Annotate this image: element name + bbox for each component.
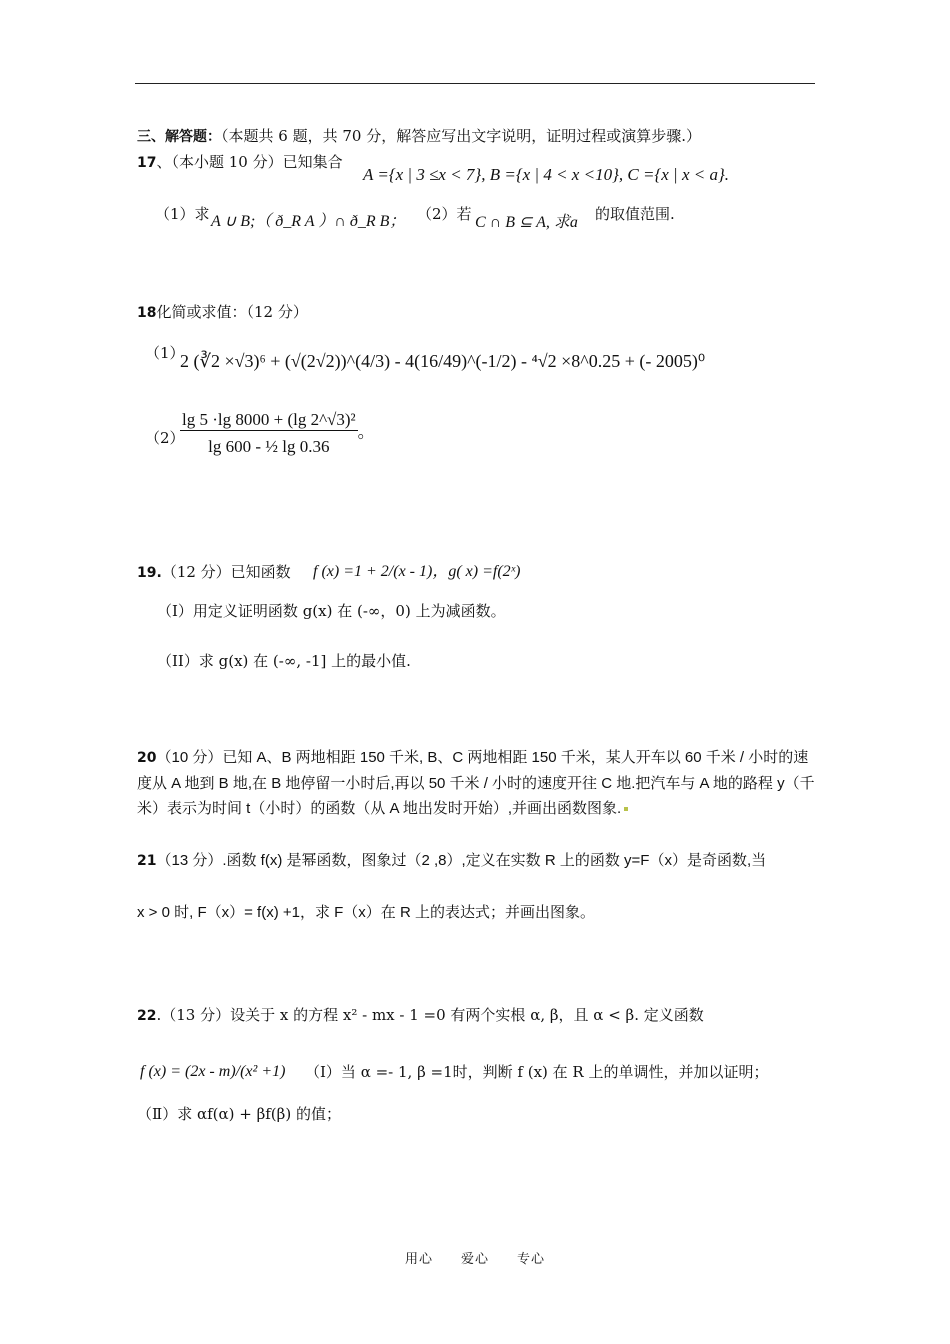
- section-header: [137, 126, 701, 147]
- q18-part2-fraction: [180, 410, 375, 457]
- q18-part1-expr: 2 (∛2 ×√3)⁶ + (√(2√2))^(4/3) - 4(16/49)^(-1/2) - ⁴√2 ×8^0.25 + (- 2005)⁰: [180, 351, 706, 371]
- q18-part2-label: （2）: [145, 429, 185, 447]
- q17-intro: [137, 152, 343, 173]
- q22-line1-text: .（13 分）设关于 x 的方程 x² - mx - 1 =0 有两个实根 α, β，且 α < β. 定义函数: [156, 1006, 704, 1024]
- q18-part1-label: （1）: [145, 344, 185, 362]
- q18-intro-text: 化简或求值：（12 分）: [156, 303, 308, 321]
- q19-part1: （I）用定义证明函数 g(x) 在 (-∞，0) 上为减函数。: [157, 602, 506, 620]
- q17-part2-tail: 的取值范围.: [595, 205, 675, 223]
- q22-func: f (x) = (2x - m)/(x² +1): [140, 1063, 286, 1080]
- section-label: 三、解答题：: [137, 129, 221, 145]
- q18-intro: [137, 302, 308, 323]
- q21-number: 21: [137, 853, 157, 869]
- header-rule: [135, 83, 815, 84]
- q17-part2-expr: C ∩ B ⊆ A, 求a: [475, 214, 578, 231]
- q19-intro-text: （12 分）已知函数: [161, 563, 291, 581]
- q22-line1: [137, 1005, 704, 1026]
- q20: [137, 745, 817, 821]
- q19-func: f (x) =1 + 2/(x - 1)，g( x) =f(2ˣ): [313, 563, 521, 580]
- q18-number: 18: [137, 305, 157, 321]
- q17-part2-label: （2）若: [417, 205, 472, 223]
- q21-line2: x > 0 时, F（x）= f(x) +1，求 F（x）在 R 上的表达式；并画出图象。: [137, 904, 595, 921]
- q22-number: 22: [137, 1008, 157, 1024]
- q19-number: 19.: [137, 565, 162, 581]
- q19-intro: [137, 562, 291, 583]
- q19-part2: （II）求 g(x) 在 (-∞, -1] 上的最小值.: [157, 652, 411, 670]
- decorative-dot: [624, 807, 628, 811]
- q17-sets: A ={x | 3 ≤x < 7}, B ={x | 4 < x <10}, C ={x | x < a}.: [363, 165, 730, 184]
- q18-part2-denominator: lg 600 - ½ lg 0.36: [208, 437, 330, 456]
- q22-line2: （Ⅰ）当 α =- 1, β =1时，判断 f (x) 在 R 上的单调性，并加以证明；: [305, 1063, 769, 1081]
- q17-number: 17: [137, 155, 157, 171]
- q17-part1-label: （1）求: [155, 205, 210, 223]
- q22-line3: （Ⅱ）求 αf(α) + βf(β) 的值；: [137, 1105, 341, 1123]
- q18-part2-tail: 。: [357, 422, 375, 442]
- q20-text: （10 分）已知 A、B 两地相距 150 千米, B、C 两地相距 150 千米，某人开车以 60 千米 / 小时的速度从 A 地到 B 地,在 B 地停留一小时后,再以 50 千米 / 小时的速度开往 C 地.把汽车与 A 地的路程 y（千米）表示为时间 t（小时）的函数（从 A 地出发时开始）,并画出函数图象.: [137, 749, 815, 817]
- section-note: （本题共 6 题，共 70 分，解答应写出文字说明，证明过程或演算步骤.）: [221, 127, 701, 145]
- page-footer: 用心 爱心 专心: [404, 1252, 545, 1267]
- q18-part2-numerator: lg 5 ·lg 8000 + (lg 2^√3)²: [182, 410, 356, 429]
- q21-line1-text: （13 分）.函数 f(x) 是幂函数，图象过（2 ,8）,定义在实数 R 上的函数 y=F（x）是奇函数,当: [156, 852, 767, 869]
- q20-number: 20: [137, 750, 157, 766]
- q21-line1: [137, 851, 766, 871]
- q17-part1-expr: A ∪ B;（ ð_R A ）∩ ð_R B；: [211, 213, 406, 230]
- q17-intro-text: 、（本小题 10 分）已知集合: [156, 153, 343, 171]
